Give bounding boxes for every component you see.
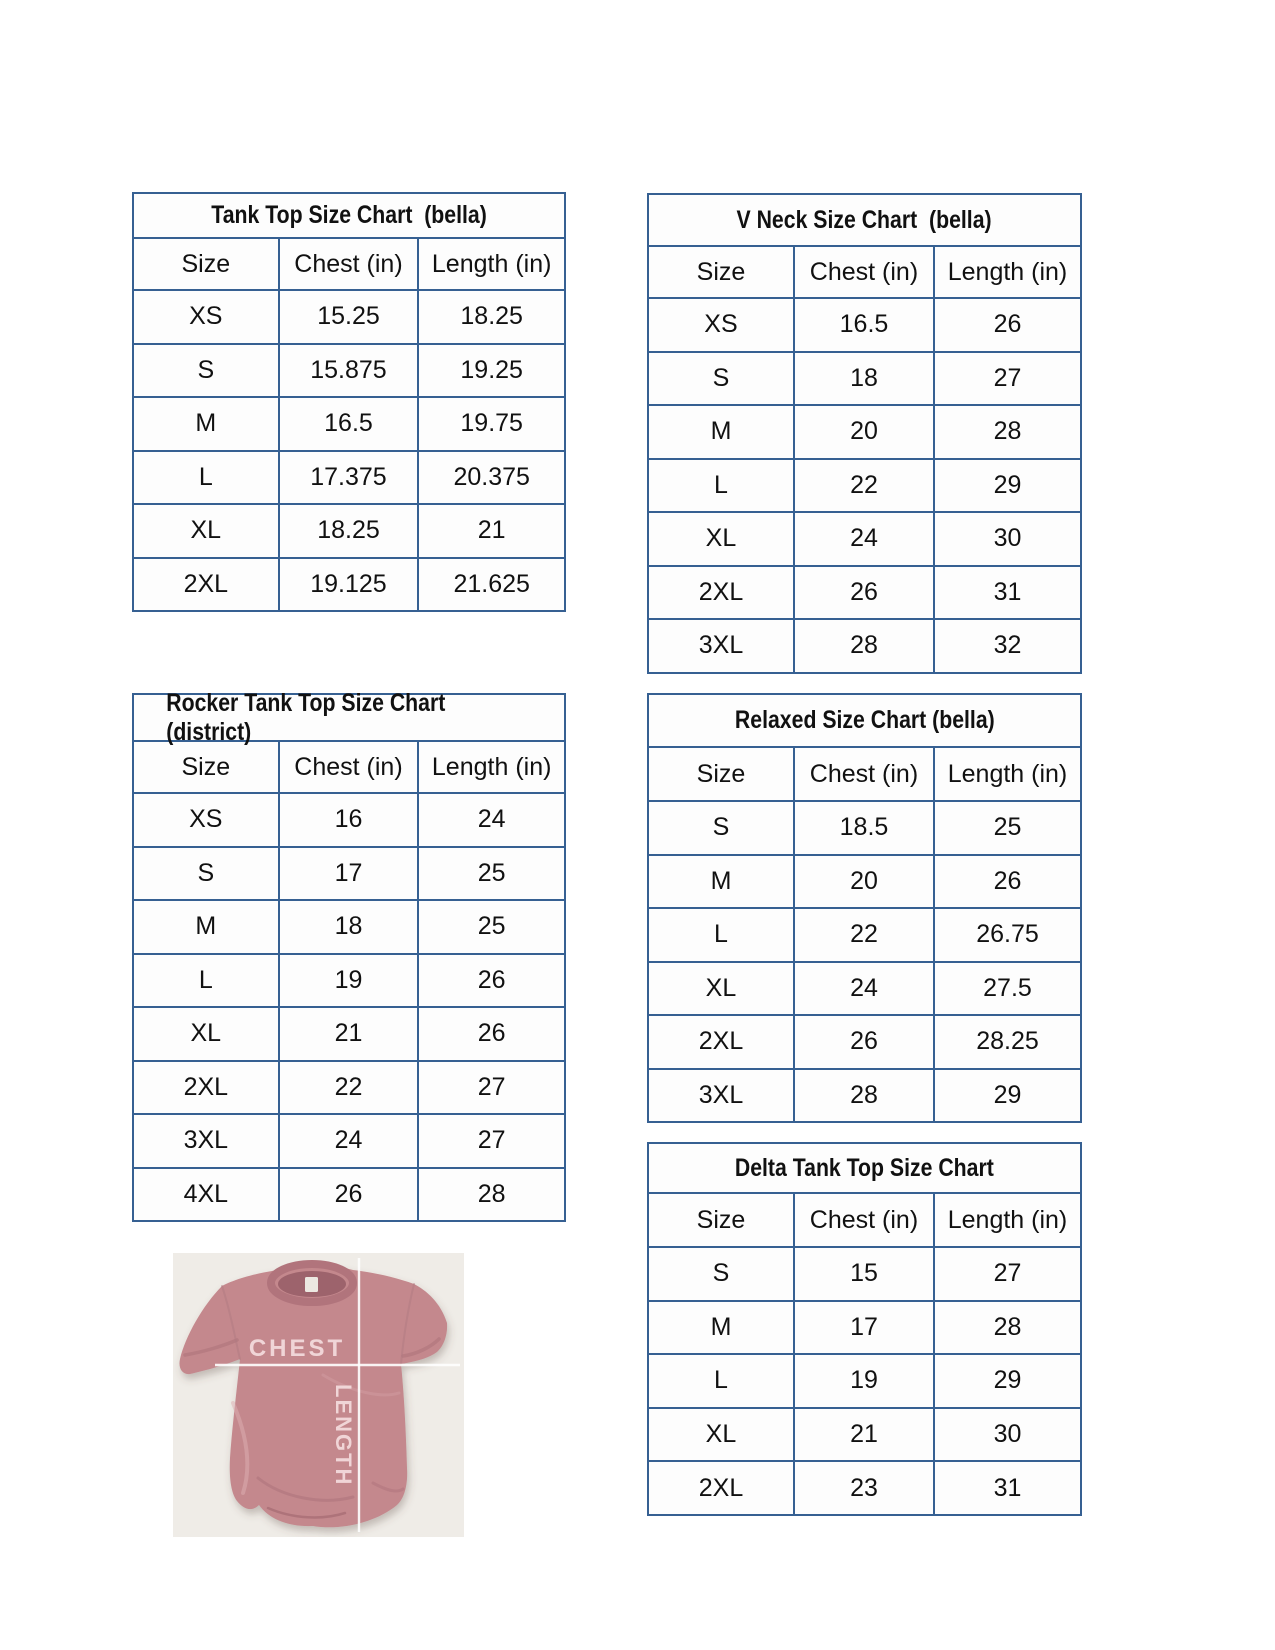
length-cell: 26 [933,299,1080,351]
chest-cell: 16 [278,794,418,846]
length-cell: 29 [933,460,1080,512]
size-cell: 2XL [183,569,229,598]
table-title-text: Tank Top Size Chart (bella) [211,201,487,229]
length-cell: 25 [417,901,564,953]
chest-cell: 28 [793,1070,933,1122]
table-row [134,899,564,953]
length-column-header: Length (in) [417,742,564,792]
size-cell: S [712,363,730,392]
chest-cell: 16.5 [793,299,933,351]
table-title [649,195,1080,245]
chest-column-header: Chest (in) [793,247,933,297]
table-row [649,1460,1080,1514]
table-body [649,297,1080,672]
chest-cell: 15.25 [278,291,418,343]
chest-column-header: Chest (in) [278,742,418,792]
length-cell: 21.625 [417,559,564,611]
size-cell: L [714,1366,728,1395]
table-row [649,854,1080,908]
table-header-row [649,1192,1080,1246]
table-row [649,961,1080,1015]
length-cell: 18.25 [417,291,564,343]
size-cell: M [195,912,217,941]
size-cell: XL [190,1019,222,1048]
size-cell: M [195,409,217,438]
size-cell: S [712,1259,730,1288]
size-cell: XL [705,524,737,553]
chest-cell: 19 [793,1355,933,1407]
length-column-header: Length (in) [417,239,564,289]
length-cell: 26 [417,1008,564,1060]
chest-cell: 20 [793,856,933,908]
table-row [649,1068,1080,1122]
chest-column-header: Chest (in) [278,239,418,289]
table-body [649,800,1080,1121]
table-body [134,792,564,1220]
length-cell: 31 [933,1462,1080,1514]
chest-cell: 18.5 [793,802,933,854]
chest-cell: 21 [793,1409,933,1461]
chest-cell: 15 [793,1248,933,1300]
table-row [134,557,564,611]
length-label: LENGTH [331,1384,356,1487]
table-row [649,1407,1080,1461]
rocker-tank-top-size-chart-table [132,688,566,1222]
length-cell: 31 [933,567,1080,619]
chest-cell: 22 [278,1062,418,1114]
size-cell: L [714,920,728,949]
chest-cell: 17 [278,848,418,900]
table-row [134,1060,564,1114]
table-title-text: Relaxed Size Chart (bella) [734,706,995,734]
table-title-text: V Neck Size Chart (bella) [736,205,993,234]
table-title [649,695,1080,746]
chest-cell: 18 [278,901,418,953]
chest-cell: 28 [793,620,933,672]
table-row [649,404,1080,458]
size-guide-photo [173,1253,464,1537]
tshirt-measurement-illustration [173,1253,464,1537]
table-header-row [649,245,1080,297]
chest-cell: 19 [278,955,418,1007]
size-column-header: Size [696,759,746,788]
table-title-text: Rocker Tank Top Size Chart (district) [166,688,452,746]
table-body [649,1246,1080,1514]
size-column-header: Size [181,752,231,781]
size-cell: L [198,462,213,491]
size-cell: 2XL [183,1072,229,1101]
length-cell: 29 [933,1070,1080,1122]
chest-cell: 22 [793,460,933,512]
table-header-row [649,746,1080,800]
length-cell: 27 [933,1248,1080,1300]
table-row [649,511,1080,565]
table-row [134,450,564,504]
length-column-header: Length (in) [933,1194,1080,1246]
neck-tag [305,1277,318,1292]
length-cell: 30 [933,1409,1080,1461]
table-row [134,1113,564,1167]
chest-cell: 24 [793,963,933,1015]
size-cell: 4XL [183,1179,229,1208]
chest-cell: 26 [793,1016,933,1068]
table-row [649,297,1080,351]
table-row [134,953,564,1007]
table-row [649,618,1080,672]
size-cell: XS [189,805,223,834]
chest-cell: 18 [793,353,933,405]
size-cell: S [712,813,730,842]
size-cell: 2XL [698,1027,744,1056]
size-cell: S [197,858,215,887]
length-cell: 28 [933,406,1080,458]
chest-cell: 18.25 [278,505,418,557]
length-cell: 28 [933,1302,1080,1354]
length-cell: 30 [933,513,1080,565]
size-cell: 3XL [183,1126,229,1155]
length-cell: 27 [417,1115,564,1167]
length-cell: 20.375 [417,452,564,504]
chest-cell: 23 [793,1462,933,1514]
length-cell: 29 [933,1355,1080,1407]
chest-cell: 26 [793,567,933,619]
size-cell: L [714,470,728,499]
length-column-header: Length (in) [933,748,1080,800]
table-row [649,1246,1080,1300]
table-row [134,343,564,397]
length-cell: 28.25 [933,1016,1080,1068]
table-title-text: Delta Tank Top Size Chart [735,1153,994,1182]
size-column-header: Size [696,1205,746,1234]
length-cell: 24 [417,794,564,846]
length-cell: 19.75 [417,398,564,450]
table-row [649,1300,1080,1354]
chest-cell: 16.5 [278,398,418,450]
table-row [649,565,1080,619]
chest-cell: 21 [278,1008,418,1060]
chest-label: CHEST [248,1335,346,1362]
length-cell: 27 [933,353,1080,405]
table-row [649,458,1080,512]
size-cell: 2XL [698,577,744,606]
table-row [134,1006,564,1060]
v-neck-size-chart-table [647,193,1082,674]
length-cell: 21 [417,505,564,557]
chest-cell: 26 [278,1169,418,1221]
size-cell: XL [705,1420,737,1449]
table-row [134,792,564,846]
size-cell: 3XL [698,1080,744,1109]
table-body [134,289,564,610]
size-cell: M [710,1312,732,1341]
table-row [649,1353,1080,1407]
length-column-header: Length (in) [933,247,1080,297]
relaxed-size-chart-table [647,693,1082,1123]
size-column-header: Size [696,257,746,286]
chest-cell: 24 [278,1115,418,1167]
size-cell: 3XL [698,631,744,660]
table-row [134,1167,564,1221]
chest-cell: 17 [793,1302,933,1354]
length-cell: 19.25 [417,345,564,397]
table-row [649,1014,1080,1068]
size-cell: L [198,965,213,994]
length-cell: 26 [933,856,1080,908]
chest-column-header: Chest (in) [793,1194,933,1246]
length-cell: 25 [933,802,1080,854]
chest-cell: 22 [793,909,933,961]
table-row [649,907,1080,961]
size-cell: XS [704,310,738,339]
table-row [134,396,564,450]
length-cell: 26 [417,955,564,1007]
chest-column-header: Chest (in) [793,748,933,800]
table-row [649,800,1080,854]
table-title [649,1144,1080,1192]
table-header-row [134,237,564,289]
table-title [134,194,564,237]
table-row [134,503,564,557]
chest-cell: 17.375 [278,452,418,504]
table-title [134,688,564,746]
size-cell: 2XL [698,1473,744,1502]
size-cell: S [197,355,215,384]
tank-top-size-chart-table [132,192,566,612]
size-column-header: Size [181,249,231,278]
length-cell: 25 [417,848,564,900]
size-cell: M [710,417,732,446]
size-cell: XL [705,973,737,1002]
table-header-row [134,740,564,792]
delta-tank-top-size-chart-table [647,1142,1082,1516]
length-cell: 32 [933,620,1080,672]
size-cell: XS [189,302,223,331]
chest-cell: 19.125 [278,559,418,611]
table-row [134,289,564,343]
chest-cell: 24 [793,513,933,565]
size-cell: M [710,866,732,895]
chest-cell: 15.875 [278,345,418,397]
length-cell: 27 [417,1062,564,1114]
table-row [649,351,1080,405]
size-cell: XL [190,516,222,545]
length-cell: 26.75 [933,909,1080,961]
chest-cell: 20 [793,406,933,458]
length-cell: 28 [417,1169,564,1221]
length-cell: 27.5 [933,963,1080,1015]
table-row [134,846,564,900]
